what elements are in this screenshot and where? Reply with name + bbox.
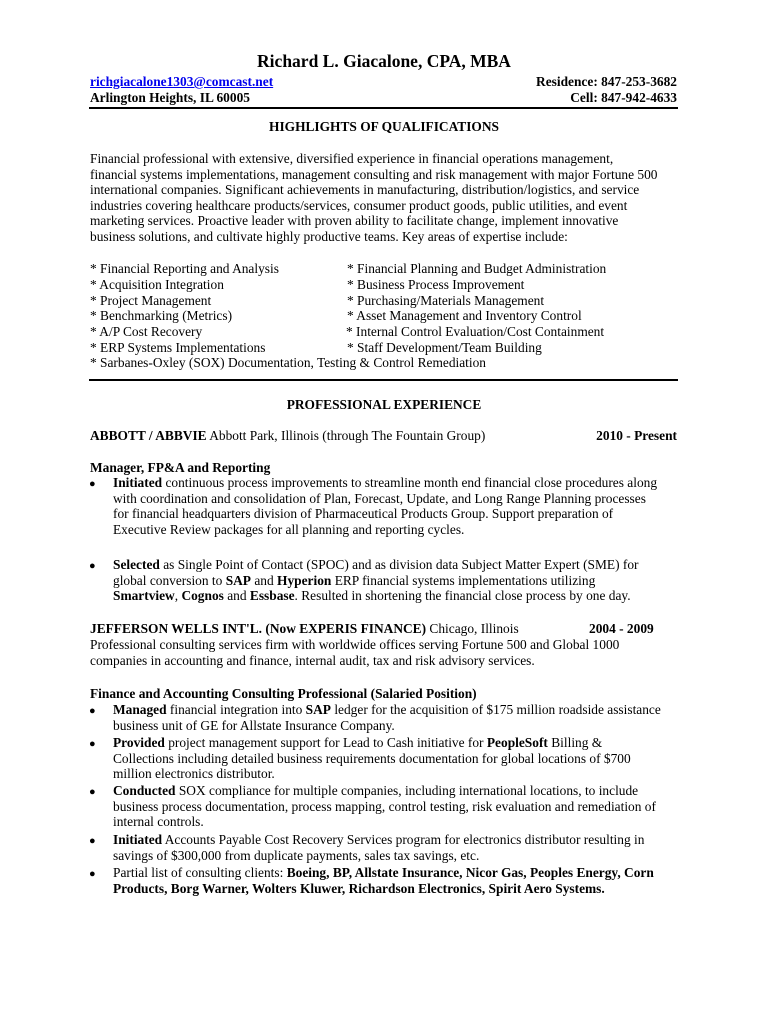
highlights-heading: HIGHLIGHTS OF QUALIFICATIONS [269,119,499,134]
bullet-text: Initiated Accounts Payable Cost Recovery Services program for electronics distributor resulting in savings of $300,000 from duplicate payments, sales tax savings, etc. [113,832,645,863]
header-divider [89,107,678,109]
experience-heading: PROFESSIONAL EXPERIENCE [286,397,482,412]
skill-item: * A/P Cost Recovery [90,324,203,339]
summary-line: industries covering healthcare products/services, consumer product goods, public utilities, and event [90,197,628,213]
skill-item: * Internal Control Evaluation/Cost Containment [346,324,605,339]
skill-item: * Sarbanes-Oxley (SOX) Documentation, Testing & Control Remediation [90,355,487,370]
residence-phone: Residence: 847-253-3682 [536,74,677,89]
job-dates: 2004 - 2009 [589,621,654,636]
bullet-icon: ● [89,868,96,880]
skill-item: * Asset Management and Inventory Control [347,308,582,323]
company-name: JEFFERSON WELLS INT'L. (Now EXPERIS FINANCE) [90,621,427,636]
summary-line: marketing services. Proactive leader with proven ability to facilitate change, implement innovative [90,213,619,229]
bullet-text: Provided project management support for Lead to Cash initiative for PeopleSoft Billing & Collections including detailed business requirements documentation for global locations of $700 million electronics distributor. [113,735,631,782]
company-location: Chicago, Illinois [426,621,519,636]
skill-item: * Staff Development/Team Building [347,340,542,355]
summary-line: international companies. Significant achievements in manufacturing, distribution/logistics, and service [90,182,640,198]
bullet-icon: ● [89,478,96,490]
company-location: Abbott Park, Illinois (through The Fountain Group) [206,428,486,443]
skill-item: * Benchmarking (Metrics) [90,308,233,323]
bullet-text: Initiated continuous process improvements to streamline month end financial close procedures along with coordination and consolidation of Plan, Forecast, Update, and Long Range Planning processes for financial headquarters division of Pharmaceutical Products Group. Support preparation of Executive Review packages for all planning and reporting cycles. [113,475,658,537]
bullet-icon: ● [89,705,96,717]
cell-phone: Cell: 847-942-4633 [570,90,677,105]
bullet-icon: ● [89,835,96,847]
email-link[interactable]: richgiacalone1303@comcast.net [90,74,274,89]
summary-line: business solutions, and cultivate highly productive teams. Key areas of expertise include: [90,228,568,244]
company-name: ABBOTT / ABBVIE [90,428,207,443]
job-dates: 2010 - Present [596,428,677,443]
summary-line: Financial professional with extensive, diversified experience in financial operations management, [90,151,614,166]
skill-item: * Financial Planning and Budget Administration [347,261,607,276]
summary-paragraph [90,151,690,245]
skill-item: * Business Process Improvement [347,277,525,292]
job-title: Finance and Accounting Consulting Professional (Salaried Position) [90,686,477,701]
skill-item: * Acquisition Integration [90,277,224,292]
section-divider [89,379,678,381]
skill-item: * Project Management [90,293,212,308]
skill-item: * Purchasing/Materials Management [347,293,545,308]
address-city: Arlington Heights, IL 60005 [90,90,250,105]
summary-line: financial systems implementations, management consulting and risk management with major Fortune 500 [90,166,658,182]
bullet-icon: ● [89,786,96,798]
bullet-icon: ● [89,560,96,572]
bullet-text: Selected as Single Point of Contact (SPOC) and as division data Subject Matter Expert (SME) for global conversion to SAP and Hyperion ERP financial systems implementations utilizing Smartview, Cognos and Essbase. Resulted in shortening the financial close process by one day. [113,557,639,604]
bullet-text: Partial list of consulting clients: Boeing, BP, Allstate Insurance, Nicor Gas, Peoples Energy, Corn Products, Borg Warner, Wolters Kluwer, Richardson Electronics, Spirit Aero Systems. [113,865,654,896]
bullet-text: Conducted SOX compliance for multiple companies, including international locations, to include business process documentation, process mapping, control testing, risk evaluation and remediation of internal controls. [113,783,656,830]
bullet-icon: ● [89,738,96,750]
job-header-abbott [90,428,485,444]
skill-item: * Financial Reporting and Analysis [90,261,279,276]
bullet-text: Managed financial integration into SAP ledger for the acquisition of $175 million roadside assistance business unit of GE for Allstate Insurance Company. [113,702,661,733]
company-description: Professional consulting services firm with worldwide offices serving Fortune 500 and Global 1000 companies in accounting and finance, internal audit, tax and risk advisory services. [90,637,620,668]
job-header-jefferson [90,621,519,637]
candidate-name: Richard L. Giacalone, CPA, MBA [257,51,511,71]
job-title: Manager, FP&A and Reporting [90,460,271,475]
skill-item: * ERP Systems Implementations [90,340,266,355]
